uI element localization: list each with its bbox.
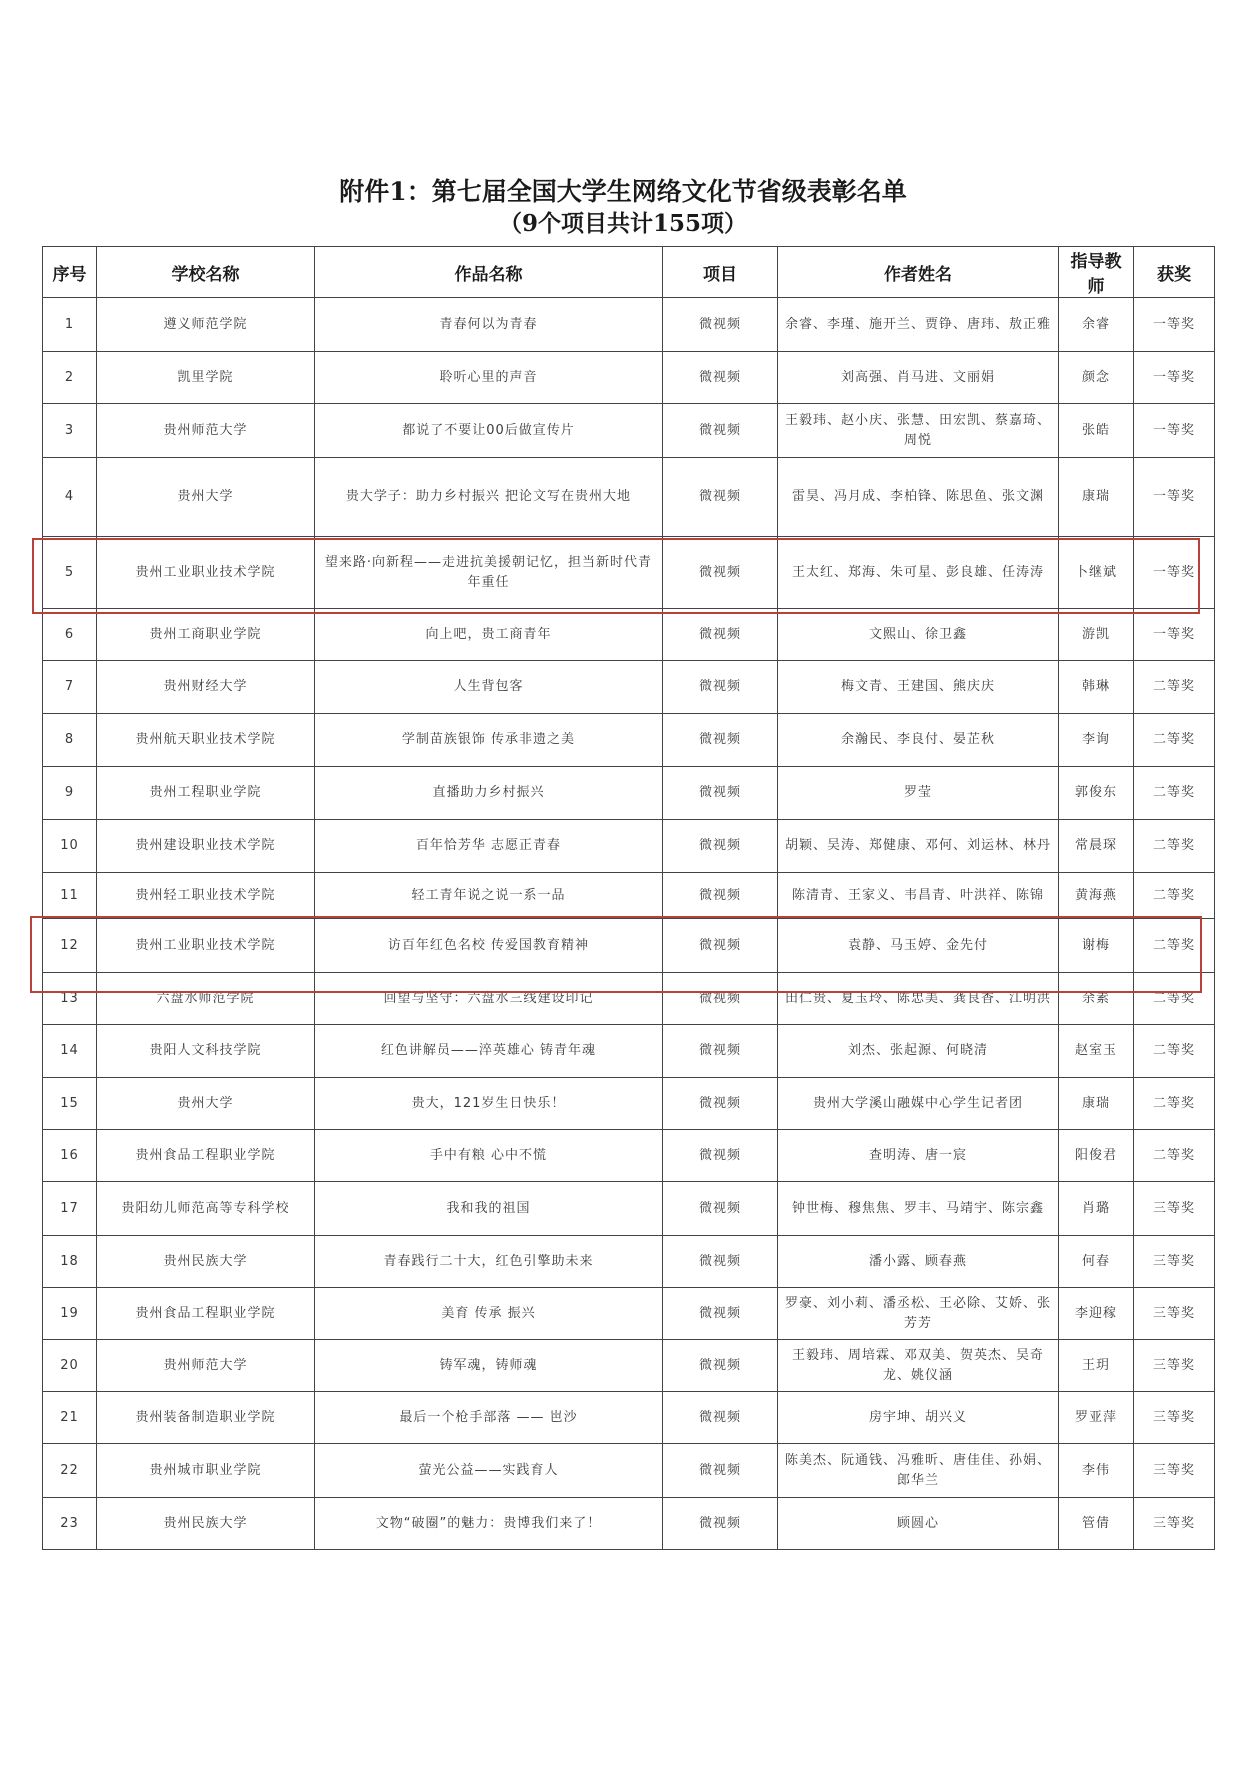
cell-work: 青春何以为青春	[315, 298, 663, 352]
cell-advisor: 游凯	[1059, 609, 1134, 661]
cell-category: 微视频	[663, 1392, 778, 1444]
table-row	[43, 404, 1215, 458]
column-header-advisor: 指导教师	[1059, 247, 1134, 298]
cell-school: 贵阳幼儿师范高等专科学校	[97, 1182, 315, 1236]
cell-no: 4	[43, 458, 97, 537]
cell-advisor: 罗亚萍	[1059, 1392, 1134, 1444]
cell-school: 贵州大学	[97, 458, 315, 537]
cell-no: 2	[43, 352, 97, 404]
cell-authors: 王太红、郑海、朱可星、彭良雄、任涛涛	[778, 537, 1059, 609]
cell-school: 贵州民族大学	[97, 1236, 315, 1288]
cell-award: 二等奖	[1134, 873, 1215, 919]
cell-school: 贵州师范大学	[97, 1340, 315, 1392]
cell-authors: 雷昊、冯月成、李柏锋、陈思鱼、张文渊	[778, 458, 1059, 537]
cell-school: 凯里学院	[97, 352, 315, 404]
cell-advisor: 韩琳	[1059, 661, 1134, 714]
cell-school: 贵州航天职业技术学院	[97, 714, 315, 767]
cell-award: 一等奖	[1134, 537, 1215, 609]
cell-award: 一等奖	[1134, 609, 1215, 661]
cell-award: 一等奖	[1134, 298, 1215, 352]
cell-award: 三等奖	[1134, 1392, 1215, 1444]
cell-work: 人生背包客	[315, 661, 663, 714]
table-row	[43, 1392, 1215, 1444]
cell-authors: 文熙山、徐卫鑫	[778, 609, 1059, 661]
column-header-authors: 作者姓名	[778, 247, 1059, 298]
table-row	[43, 714, 1215, 767]
cell-advisor: 阳俊君	[1059, 1130, 1134, 1182]
cell-advisor: 余睿	[1059, 298, 1134, 352]
cell-work: 手中有粮 心中不慌	[315, 1130, 663, 1182]
cell-award: 二等奖	[1134, 661, 1215, 714]
cell-work: 贵大，121岁生日快乐！	[315, 1078, 663, 1130]
cell-work: 最后一个枪手部落 —— 岜沙	[315, 1392, 663, 1444]
cell-authors: 贵州大学溪山融媒中心学生记者团	[778, 1078, 1059, 1130]
cell-advisor: 李迎稼	[1059, 1288, 1134, 1340]
cell-authors: 梅文青、王建国、熊庆庆	[778, 661, 1059, 714]
column-header-category: 项目	[663, 247, 778, 298]
cell-school: 贵州民族大学	[97, 1498, 315, 1550]
cell-work: 铸军魂，铸师魂	[315, 1340, 663, 1392]
cell-category: 微视频	[663, 537, 778, 609]
cell-work: 望来路·向新程——走进抗美援朝记忆，担当新时代青年重任	[315, 537, 663, 609]
cell-authors: 陈美杰、阮通钱、冯雅昕、唐佳佳、孙娟、郎华兰	[778, 1444, 1059, 1498]
table-row	[43, 1182, 1215, 1236]
cell-school: 贵州工商职业学院	[97, 609, 315, 661]
cell-work: 我和我的祖国	[315, 1182, 663, 1236]
cell-award: 二等奖	[1134, 973, 1215, 1025]
cell-award: 三等奖	[1134, 1498, 1215, 1550]
cell-category: 微视频	[663, 973, 778, 1025]
cell-no: 5	[43, 537, 97, 609]
cell-no: 17	[43, 1182, 97, 1236]
cell-school: 贵州食品工程职业学院	[97, 1130, 315, 1182]
cell-category: 微视频	[663, 1025, 778, 1078]
cell-award: 三等奖	[1134, 1182, 1215, 1236]
cell-work: 学制苗族银饰 传承非遗之美	[315, 714, 663, 767]
cell-authors: 田仁贵、夏玉玲、陈忠美、龚良香、江明洪	[778, 973, 1059, 1025]
cell-award: 三等奖	[1134, 1340, 1215, 1392]
cell-award: 三等奖	[1134, 1236, 1215, 1288]
cell-authors: 罗莹	[778, 767, 1059, 820]
cell-no: 11	[43, 873, 97, 919]
cell-category: 微视频	[663, 714, 778, 767]
cell-advisor: 王玥	[1059, 1340, 1134, 1392]
cell-authors: 王毅玮、赵小庆、张慧、田宏凯、蔡嘉琦、周悦	[778, 404, 1059, 458]
cell-advisor: 赵室玉	[1059, 1025, 1134, 1078]
cell-award: 二等奖	[1134, 1078, 1215, 1130]
cell-school: 贵州师范大学	[97, 404, 315, 458]
cell-no: 9	[43, 767, 97, 820]
cell-advisor: 李询	[1059, 714, 1134, 767]
cell-work: 美育 传承 振兴	[315, 1288, 663, 1340]
cell-work: 直播助力乡村振兴	[315, 767, 663, 820]
cell-advisor: 李伟	[1059, 1444, 1134, 1498]
table-row	[43, 661, 1215, 714]
cell-school: 贵州轻工职业技术学院	[97, 873, 315, 919]
cell-work: 百年恰芳华 志愿正青春	[315, 820, 663, 873]
cell-school: 贵州工业职业技术学院	[97, 919, 315, 973]
column-header-award: 获奖	[1134, 247, 1215, 298]
document-subtitle: （9个项目共计155项）	[498, 210, 747, 237]
cell-school: 贵阳人文科技学院	[97, 1025, 315, 1078]
cell-category: 微视频	[663, 352, 778, 404]
cell-category: 微视频	[663, 661, 778, 714]
cell-advisor: 黄海燕	[1059, 873, 1134, 919]
cell-work: 文物“破圈”的魅力：贵博我们来了！	[315, 1498, 663, 1550]
table-row	[43, 1130, 1215, 1182]
table-row	[43, 820, 1215, 873]
table-row	[43, 537, 1215, 609]
cell-authors: 余睿、李瑾、施开兰、贾铮、唐玮、敖正雅	[778, 298, 1059, 352]
cell-advisor: 常晨琛	[1059, 820, 1134, 873]
cell-school: 贵州工程职业学院	[97, 767, 315, 820]
cell-advisor: 谢梅	[1059, 919, 1134, 973]
cell-authors: 房宇坤、胡兴义	[778, 1392, 1059, 1444]
cell-no: 15	[43, 1078, 97, 1130]
cell-authors: 余瀚民、李良付、晏芷秋	[778, 714, 1059, 767]
table-row	[43, 919, 1215, 973]
cell-category: 微视频	[663, 458, 778, 537]
cell-category: 微视频	[663, 1078, 778, 1130]
cell-work: 聆听心里的声音	[315, 352, 663, 404]
cell-advisor: 张皓	[1059, 404, 1134, 458]
cell-authors: 陈清青、王家义、韦昌青、叶洪祥、陈锦	[778, 873, 1059, 919]
cell-category: 微视频	[663, 873, 778, 919]
table-row	[43, 873, 1215, 919]
table-row	[43, 767, 1215, 820]
cell-school: 贵州食品工程职业学院	[97, 1288, 315, 1340]
cell-no: 23	[43, 1498, 97, 1550]
cell-no: 18	[43, 1236, 97, 1288]
table-row	[43, 1444, 1215, 1498]
cell-work: 红色讲解员——淬英雄心 铸青年魂	[315, 1025, 663, 1078]
column-header-school: 学校名称	[97, 247, 315, 298]
award-table	[42, 246, 1215, 1550]
cell-award: 二等奖	[1134, 820, 1215, 873]
cell-work: 青春践行二十大，红色引擎助未来	[315, 1236, 663, 1288]
cell-work: 萤光公益——实践育人	[315, 1444, 663, 1498]
cell-authors: 刘杰、张起源、何晓清	[778, 1025, 1059, 1078]
table-row	[43, 1078, 1215, 1130]
cell-no: 10	[43, 820, 97, 873]
cell-advisor: 肖璐	[1059, 1182, 1134, 1236]
cell-no: 16	[43, 1130, 97, 1182]
cell-category: 微视频	[663, 298, 778, 352]
column-header-work: 作品名称	[315, 247, 663, 298]
cell-authors: 钟世梅、穆焦焦、罗丰、马靖宇、陈宗鑫	[778, 1182, 1059, 1236]
cell-work: 访百年红色名校 传爱国教育精神	[315, 919, 663, 973]
cell-category: 微视频	[663, 820, 778, 873]
cell-authors: 刘高强、肖马进、文丽娟	[778, 352, 1059, 404]
cell-award: 二等奖	[1134, 767, 1215, 820]
cell-category: 微视频	[663, 1340, 778, 1392]
cell-advisor: 何春	[1059, 1236, 1134, 1288]
cell-school: 贵州大学	[97, 1078, 315, 1130]
cell-work: 都说了不要让00后做宣传片	[315, 404, 663, 458]
table-row	[43, 973, 1215, 1025]
table-row	[43, 1498, 1215, 1550]
cell-school: 贵州工业职业技术学院	[97, 537, 315, 609]
table-row	[43, 458, 1215, 537]
cell-authors: 王毅玮、周培霖、邓双美、贺英杰、吴奇龙、姚仪涵	[778, 1340, 1059, 1392]
cell-no: 22	[43, 1444, 97, 1498]
table-row	[43, 352, 1215, 404]
cell-no: 14	[43, 1025, 97, 1078]
cell-advisor: 郭俊东	[1059, 767, 1134, 820]
cell-category: 微视频	[663, 919, 778, 973]
cell-award: 二等奖	[1134, 1025, 1215, 1078]
cell-work: 向上吧，贵工商青年	[315, 609, 663, 661]
cell-school: 贵州财经大学	[97, 661, 315, 714]
table-row	[43, 1025, 1215, 1078]
cell-authors: 查明涛、唐一宸	[778, 1130, 1059, 1182]
cell-advisor: 康瑞	[1059, 1078, 1134, 1130]
cell-no: 3	[43, 404, 97, 458]
table-row	[43, 1236, 1215, 1288]
cell-category: 微视频	[663, 1444, 778, 1498]
cell-award: 一等奖	[1134, 404, 1215, 458]
cell-no: 13	[43, 973, 97, 1025]
cell-advisor: 余素	[1059, 973, 1134, 1025]
cell-category: 微视频	[663, 609, 778, 661]
cell-award: 三等奖	[1134, 1444, 1215, 1498]
cell-no: 7	[43, 661, 97, 714]
cell-advisor: 管倩	[1059, 1498, 1134, 1550]
cell-category: 微视频	[663, 1288, 778, 1340]
table-row	[43, 1340, 1215, 1392]
cell-category: 微视频	[663, 1498, 778, 1550]
cell-authors: 胡颖、吴涛、郑健康、邓何、刘运林、林丹	[778, 820, 1059, 873]
cell-no: 8	[43, 714, 97, 767]
cell-category: 微视频	[663, 1130, 778, 1182]
cell-work: 回望与坚守：六盘水三线建设印记	[315, 973, 663, 1025]
cell-award: 二等奖	[1134, 1130, 1215, 1182]
cell-no: 12	[43, 919, 97, 973]
cell-no: 6	[43, 609, 97, 661]
table-row	[43, 1288, 1215, 1340]
cell-no: 21	[43, 1392, 97, 1444]
cell-award: 二等奖	[1134, 919, 1215, 973]
cell-award: 一等奖	[1134, 352, 1215, 404]
cell-award: 一等奖	[1134, 458, 1215, 537]
table-row	[43, 298, 1215, 352]
cell-school: 贵州装备制造职业学院	[97, 1392, 315, 1444]
cell-authors: 顾圆心	[778, 1498, 1059, 1550]
cell-school: 遵义师范学院	[97, 298, 315, 352]
cell-no: 20	[43, 1340, 97, 1392]
cell-school: 六盘水师范学院	[97, 973, 315, 1025]
cell-award: 二等奖	[1134, 714, 1215, 767]
cell-authors: 潘小露、顾春燕	[778, 1236, 1059, 1288]
cell-school: 贵州建设职业技术学院	[97, 820, 315, 873]
cell-award: 三等奖	[1134, 1288, 1215, 1340]
cell-advisor: 颜念	[1059, 352, 1134, 404]
cell-work: 贵大学子：助力乡村振兴 把论文写在贵州大地	[315, 458, 663, 537]
table-header-row	[43, 247, 1215, 298]
cell-category: 微视频	[663, 1182, 778, 1236]
cell-authors: 罗豪、刘小莉、潘丞松、王必除、艾娇、张芳芳	[778, 1288, 1059, 1340]
document-title: 附件1：第七届全国大学生网络文化节省级表彰名单	[339, 177, 907, 206]
cell-category: 微视频	[663, 767, 778, 820]
cell-category: 微视频	[663, 1236, 778, 1288]
cell-no: 19	[43, 1288, 97, 1340]
cell-advisor: 康瑞	[1059, 458, 1134, 537]
cell-category: 微视频	[663, 404, 778, 458]
cell-no: 1	[43, 298, 97, 352]
cell-authors: 袁静、马玉婷、金先付	[778, 919, 1059, 973]
cell-work: 轻工青年说之说一系一品	[315, 873, 663, 919]
column-header-no: 序号	[43, 247, 97, 298]
table-body	[43, 298, 1215, 1550]
cell-advisor: 卜继斌	[1059, 537, 1134, 609]
table-row	[43, 609, 1215, 661]
cell-school: 贵州城市职业学院	[97, 1444, 315, 1498]
